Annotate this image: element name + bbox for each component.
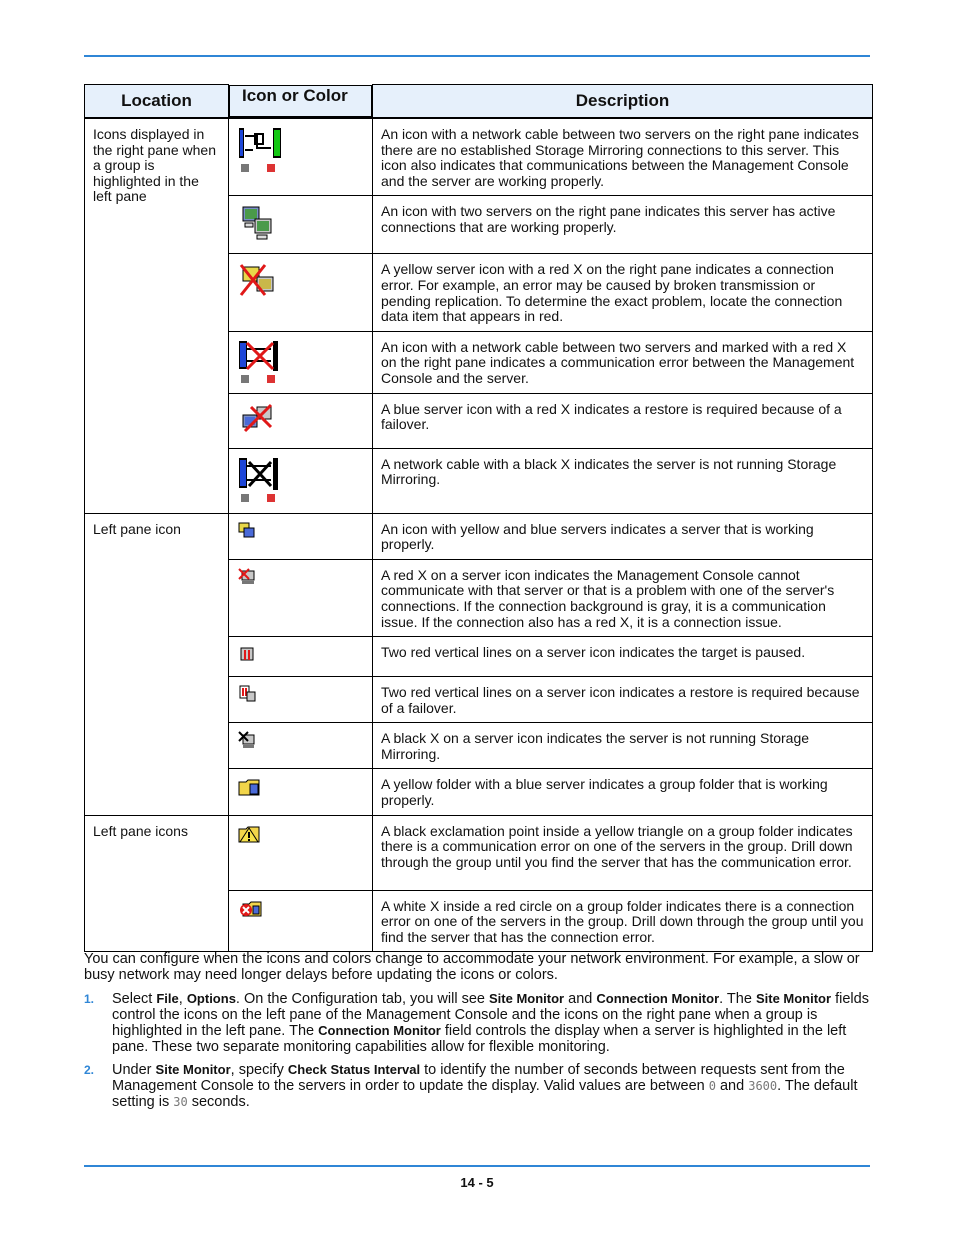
description-cell: A yellow server icon with a red X on the right pane indicates a connection error. For example, an error may be caused by broken transmission or pending replication. To determine the exact problem, locate the connection data item that appears in red.	[373, 254, 873, 331]
header-icon-or-color: Icon or Color	[229, 85, 372, 118]
header-location: Location	[85, 85, 229, 119]
location-cell: Left pane icons	[85, 815, 229, 952]
description-cell: Two red vertical lines on a server icon indicates a restore is required because of a failover.	[373, 677, 873, 723]
page-number: 14 - 5	[460, 1175, 494, 1190]
blue-server-red-x-icon	[237, 401, 277, 437]
description-cell: A white X inside a red circle on a group folder indicates there is a connection error on one of the servers in the group. Drill down through the group until you find the server that has the connection error.	[373, 890, 873, 952]
yellow-blue-servers-icon	[237, 521, 257, 539]
description-cell: A black X on a server icon indicates the server is not running Storage Mirroring.	[373, 723, 873, 769]
description-cell: An icon with yellow and blue servers indicates a server that is working properly.	[373, 513, 873, 559]
yellow-server-red-x-icon	[237, 261, 277, 301]
description-cell: An icon with two servers on the right pane indicates this server has active connections that are working properly.	[373, 196, 873, 254]
step-1	[84, 991, 870, 1055]
location-cell: Icons displayed in the right pane when a group is highlighted in the left pane	[85, 118, 229, 513]
description-cell: Two red vertical lines on a server icon indicates the target is paused.	[373, 637, 873, 677]
header-rule	[84, 55, 870, 57]
yellow-folder-server-icon	[237, 776, 263, 798]
table-header-row	[85, 85, 873, 119]
two-servers-icon	[237, 203, 277, 243]
description-cell: A network cable with a black X indicates the server is not running Storage Mirroring.	[373, 448, 873, 513]
description-cell: An icon with a network cable between two servers and marked with a red X on the right pane indicates a communication error between the Management Console and the server.	[373, 331, 873, 393]
location-cell: Left pane icon	[85, 513, 229, 815]
server-black-x-icon	[237, 730, 257, 750]
table-row	[85, 118, 873, 196]
step-text: Select File, Options. On the Configuration tab, you will see Site Monitor and Connection Monitor. The Site Monitor fields control the icons on the left pane of the Management Console and the icons on the right pane when a group is highlighted in the left pane. The Connection Monitor field controls the display when a server is highlighted in the left pane. These two separate monitoring capabilities allow for flexible monitoring.	[112, 991, 869, 1055]
folder-warning-icon	[237, 823, 263, 845]
step-number: 2.	[84, 1063, 95, 1077]
folder-error-icon	[237, 898, 263, 920]
description-cell: A yellow folder with a blue server indicates a group folder that is working properly.	[373, 769, 873, 815]
icon-table	[84, 84, 873, 952]
network-cable-black-x-icon	[237, 456, 283, 506]
description-cell: A red X on a server icon indicates the Management Console cannot communicate with that server or that is a problem with one of the server's connections. If the connection background is gray, it is a communication issue. If the connection also has a red X, it is a connection issue.	[373, 559, 873, 636]
server-restore-icon	[237, 684, 257, 704]
step-number: 1.	[84, 992, 95, 1006]
table-row	[85, 513, 873, 559]
server-red-x-icon	[237, 567, 257, 585]
step-2	[84, 1062, 870, 1110]
header-description: Description	[373, 85, 873, 119]
server-paused-icon	[237, 644, 257, 664]
description-cell: An icon with a network cable between two servers on the right pane indicates there are no established Storage Mirroring connections to this server. This icon also indicates that communications between the Management Console and the server are working properly.	[373, 118, 873, 196]
footer-rule	[84, 1165, 870, 1167]
intro-paragraph: You can configure when the icons and colors change to accommodate your network environment. For example, a slow or busy network may need longer delays before updating the icons or colors.	[84, 951, 860, 983]
description-cell: A blue server icon with a red X indicates a restore is required because of a failover.	[373, 393, 873, 448]
table-row	[85, 815, 873, 890]
network-cable-red-x-icon	[237, 339, 283, 385]
description-cell: A black exclamation point inside a yellow triangle on a group folder indicates there is a communication error on one of the servers in the group. Drill down through the group until you find the server that has the communication error.	[373, 815, 873, 890]
network-cable-servers-icon	[237, 126, 283, 176]
step-text: Under Site Monitor, specify Check Status Interval to identify the number of seconds between requests sent from the Management Console to the servers in order to update the display. Valid values are between 0 and 3600. The default setting is 30 seconds.	[112, 1062, 858, 1110]
